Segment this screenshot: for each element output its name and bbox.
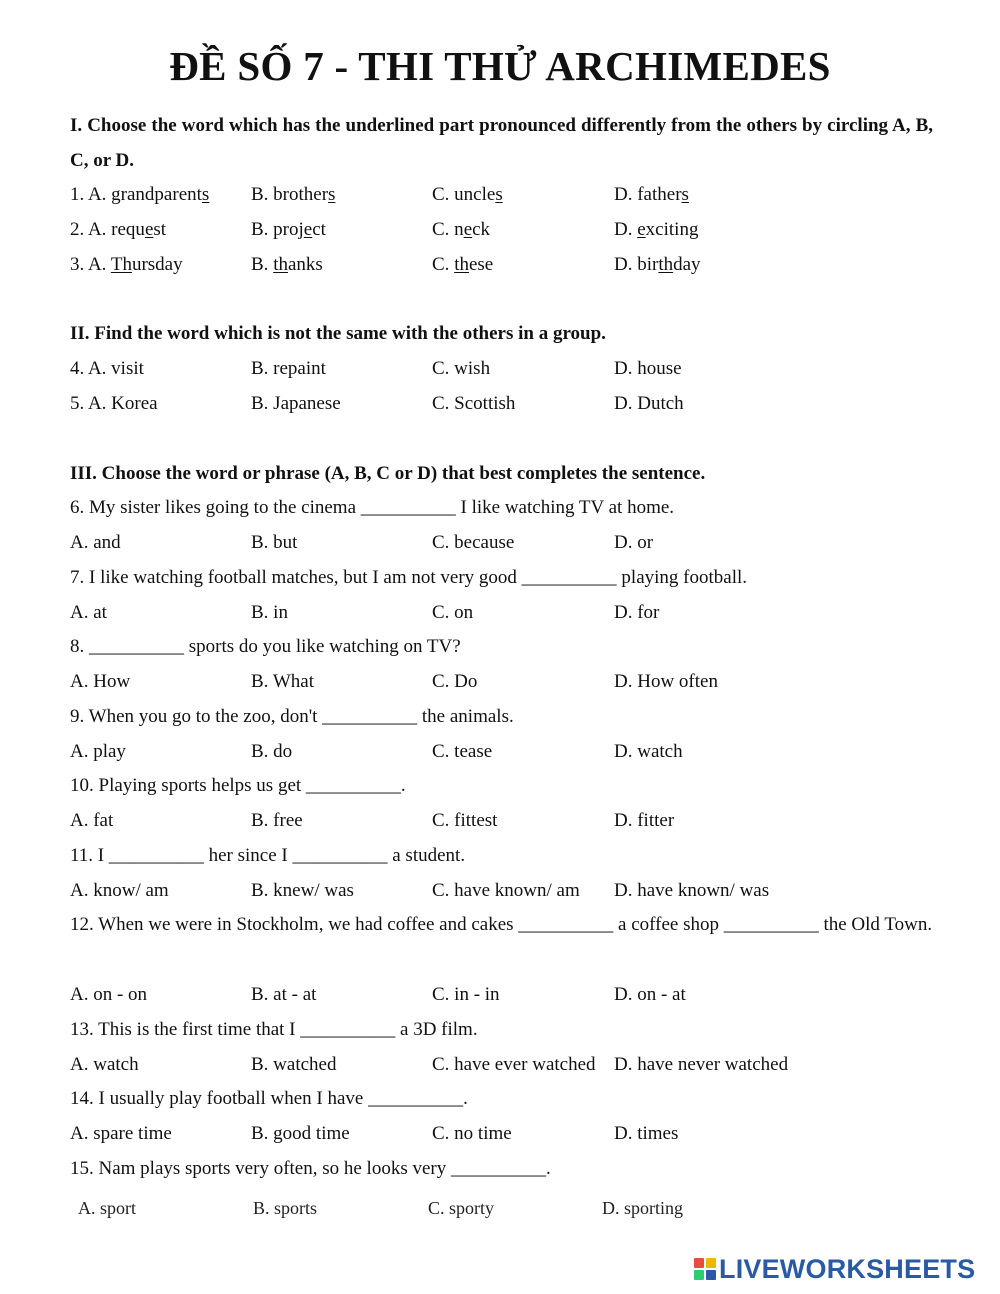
option-8b[interactable]: B. What [251,671,314,692]
option-15d[interactable]: D. sporting [602,1198,683,1218]
question-5 [70,386,950,421]
option-11d[interactable]: D. have known/ was [614,880,770,901]
option-2d[interactable]: D. exciting [614,219,699,240]
option-9d[interactable]: D. watch [614,741,683,762]
question-12-text: 12. When we were in Stockholm, we had coffee and cakes __________ a coffee shop __________ the Old Town. [70,914,933,935]
question-7-text: 7. I like watching football matches, but I am not very good __________ playing football. [70,567,748,588]
option-13b[interactable]: B. watched [251,1054,337,1075]
option-1b[interactable]: B. brothers [251,184,336,205]
option-7a[interactable]: A. at [70,602,107,623]
option-7c[interactable]: C. on [432,602,474,623]
option-13c[interactable]: C. have ever watched [432,1054,596,1075]
logo-text: LIVEWORKSHEETS [719,1254,976,1284]
option-8c[interactable]: C. Do [432,671,478,692]
option-5b[interactable]: B. Japanese [251,393,341,414]
option-6a[interactable]: A. and [70,532,121,553]
liveworksheets-logo[interactable] [694,1254,975,1284]
section-1-instruction: I. Choose the word which has the underlined part pronounced differently from the others by circling A, B, C, or D. [70,115,933,171]
question-8-text: 8. __________ sports do you like watching on TV? [70,636,461,657]
question-12-options [70,977,950,1012]
question-7-options [70,595,950,630]
option-5c[interactable]: C. Scottish [432,393,516,414]
option-6c[interactable]: C. because [432,532,515,553]
option-14d[interactable]: D. times [614,1123,679,1144]
question-15-options [70,1191,950,1226]
question-9-text: 9. When you go to the zoo, don't __________ the animals. [70,706,514,727]
option-1c[interactable]: C. uncles [432,184,503,205]
option-14a[interactable]: A. spare time [70,1123,172,1144]
question-8-options [70,664,950,699]
question-1 [70,177,950,212]
question-13-text: 13. This is the first time that I __________ a 3D film. [70,1019,478,1040]
option-10d[interactable]: D. fitter [614,810,675,831]
option-5d[interactable]: D. Dutch [614,393,684,414]
section-3-instruction: III. Choose the word or phrase (A, B, C or D) that best completes the sentence. [70,463,706,484]
option-12b[interactable]: B. at - at [251,984,317,1005]
question-6-options [70,525,950,560]
option-8a[interactable]: A. How [70,671,131,692]
question-3 [70,247,950,282]
option-3b[interactable]: B. thanks [251,254,323,275]
option-10c[interactable]: C. fittest [432,810,498,831]
option-6b[interactable]: B. but [251,532,298,553]
question-10-text: 10. Playing sports helps us get __________. [70,775,406,796]
option-10b[interactable]: B. free [251,810,303,831]
question-10-options [70,803,950,838]
option-7d[interactable]: D. for [614,602,660,623]
option-12a[interactable]: A. on - on [70,984,148,1005]
option-3a[interactable]: 3. A. Thursday [70,254,183,275]
option-11a[interactable]: A. know/ am [70,880,169,901]
question-14-text: 14. I usually play football when I have __________. [70,1088,468,1109]
option-9a[interactable]: A. play [70,741,126,762]
question-13-options [70,1047,950,1082]
option-15a[interactable]: A. sport [78,1198,136,1218]
option-4b[interactable]: B. repaint [251,358,326,379]
option-13a[interactable]: A. watch [70,1054,139,1075]
option-2b[interactable]: B. project [251,219,326,240]
option-14c[interactable]: C. no time [432,1123,512,1144]
option-2a[interactable]: 2. A. request [70,219,167,240]
option-5a[interactable]: 5. A. Korea [70,393,158,414]
option-8d[interactable]: D. How often [614,671,718,692]
option-4d[interactable]: D. house [614,358,682,379]
question-9-options [70,734,950,769]
option-1d[interactable]: D. fathers [614,184,689,205]
option-2c[interactable]: C. neck [432,219,491,240]
option-7b[interactable]: B. in [251,602,288,623]
option-11b[interactable]: B. knew/ was [251,880,354,901]
section-2-instruction: II. Find the word which is not the same with the others in a group. [70,323,606,344]
option-3c[interactable]: C. these [432,254,494,275]
option-11c[interactable]: C. have known/ am [432,880,580,901]
option-9b[interactable]: B. do [251,741,293,762]
option-12d[interactable]: D. on - at [614,984,686,1005]
option-1a[interactable]: 1. A. grandparents [70,184,210,205]
option-15c[interactable]: C. sporty [428,1198,495,1218]
page-title: ĐỀ SỐ 7 - THI THỬ ARCHIMEDES [169,43,831,89]
option-10a[interactable]: A. fat [70,810,114,831]
option-15b[interactable]: B. sports [253,1198,318,1218]
option-13d[interactable]: D. have never watched [614,1054,789,1075]
liveworksheets-logo-icon [694,1257,716,1281]
question-11-text: 11. I __________ her since I __________ a student. [70,845,466,866]
question-6-text: 6. My sister likes going to the cinema __________ I like watching TV at home. [70,497,675,518]
question-2 [70,212,950,247]
question-15-text: 15. Nam plays sports very often, so he looks very __________. [70,1158,551,1179]
question-14-options [70,1116,950,1151]
option-12c[interactable]: C. in - in [432,984,500,1005]
option-6d[interactable]: D. or [614,532,654,553]
option-4c[interactable]: C. wish [432,358,491,379]
option-4a[interactable]: 4. A. visit [70,358,144,379]
question-4 [70,351,950,386]
option-14b[interactable]: B. good time [251,1123,350,1144]
option-3d[interactable]: D. birthday [614,254,701,275]
option-9c[interactable]: C. tease [432,741,493,762]
question-11-options [70,873,950,908]
